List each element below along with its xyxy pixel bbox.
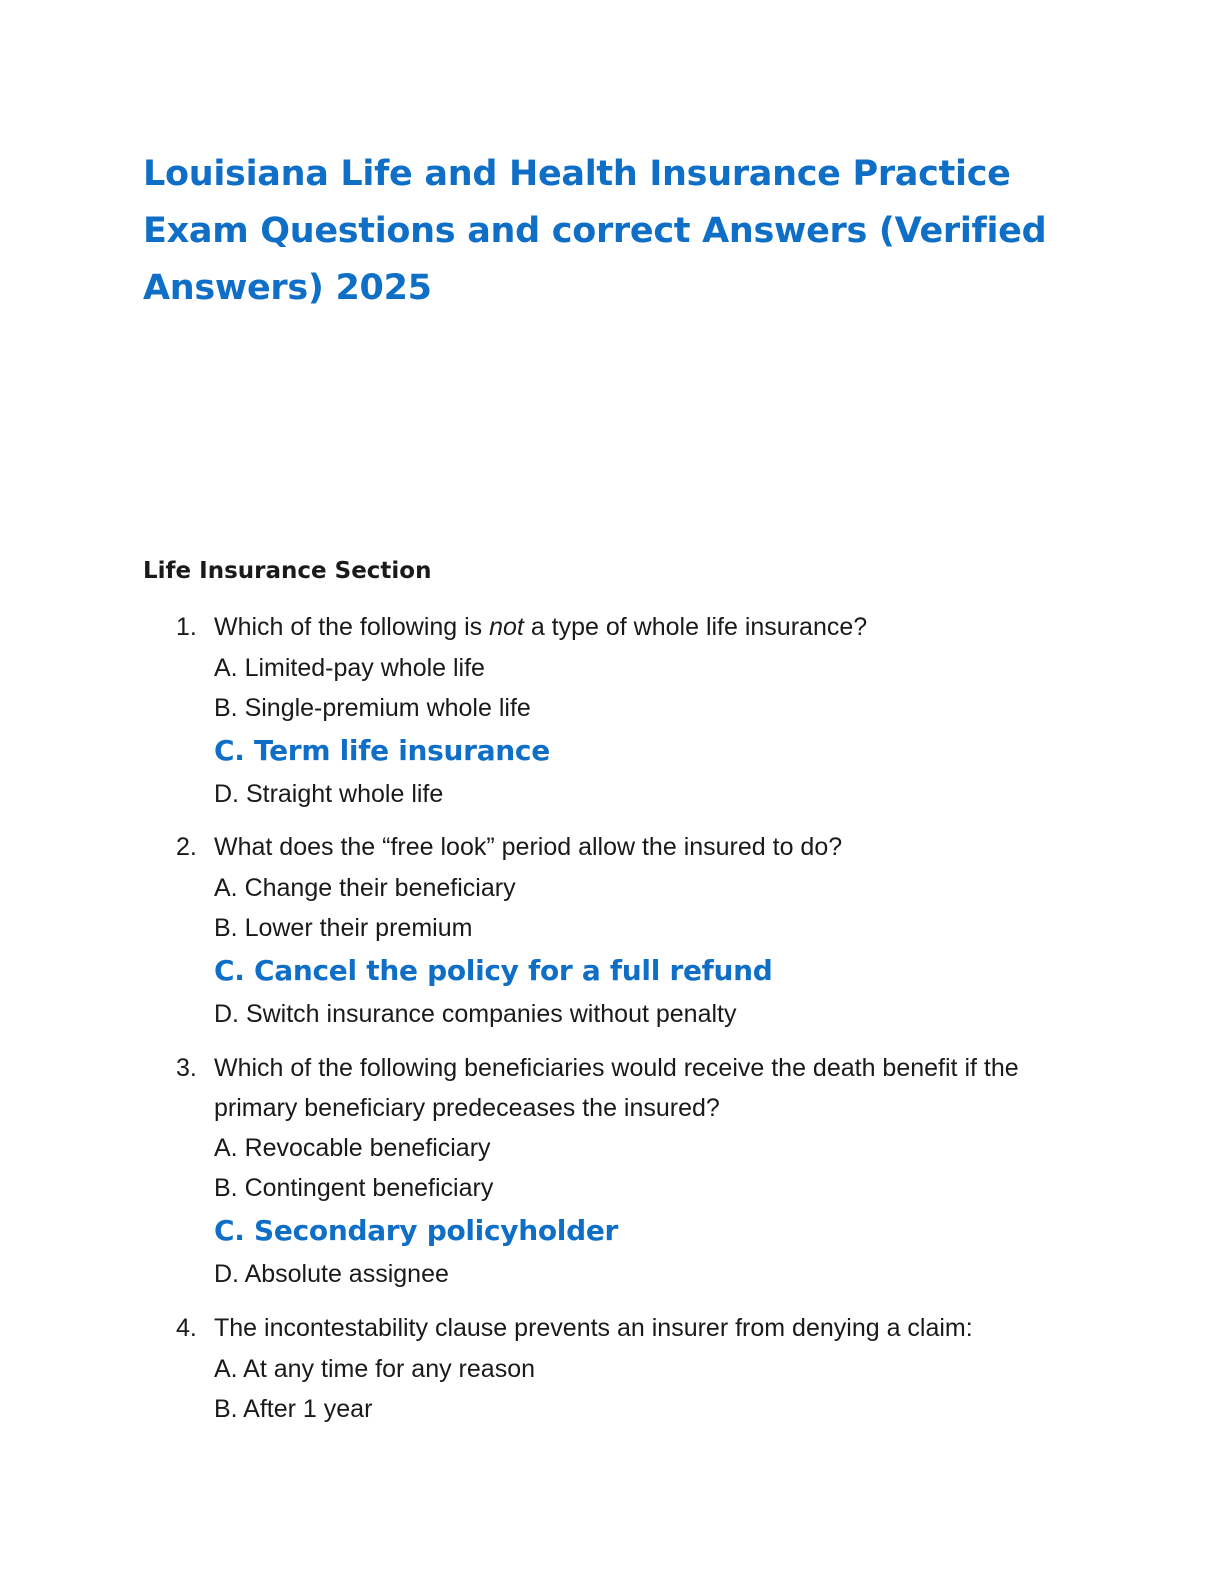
option-b: B. Lower their premium bbox=[214, 913, 473, 942]
option-d: D. Switch insurance companies without penalty bbox=[214, 999, 737, 1028]
question-2-options bbox=[214, 868, 1096, 1034]
question-3-stem bbox=[176, 1049, 1096, 1128]
question-text: What does the “free look” period allow the insured to do? bbox=[214, 833, 843, 861]
question-number: 1. bbox=[176, 613, 197, 641]
page-title: Louisiana Life and Health Insurance Practice Exam Questions and correct Answers (Verified Answers) 2025 bbox=[143, 154, 1047, 308]
question-text: The incontestability clause prevents an insurer from denying a claim: bbox=[214, 1314, 973, 1342]
correct-option-c: C. Secondary policyholder bbox=[214, 1214, 619, 1247]
question-4-stem bbox=[176, 1309, 1096, 1349]
question-number: 2. bbox=[176, 833, 197, 861]
question-3 bbox=[176, 1049, 1096, 1294]
option-a: A. Revocable beneficiary bbox=[214, 1134, 491, 1162]
question-3-options bbox=[214, 1128, 1096, 1294]
question-1-stem bbox=[176, 608, 1096, 648]
option-b: B. After 1 year bbox=[214, 1394, 373, 1423]
question-text: Which of the following is not a type of whole life insurance? bbox=[214, 613, 868, 641]
section-heading: Life Insurance Section bbox=[143, 558, 432, 584]
emphasis-text: not bbox=[489, 613, 524, 641]
correct-option-c: C. Term life insurance bbox=[214, 733, 550, 767]
correct-option-c: C. Cancel the policy for a full refund bbox=[214, 953, 773, 987]
question-2 bbox=[176, 828, 1096, 1034]
question-4-options bbox=[214, 1349, 1096, 1429]
option-a: A. Change their beneficiary bbox=[214, 873, 516, 902]
option-b: B. Single-premium whole life bbox=[214, 693, 531, 722]
option-a: A. Limited-pay whole life bbox=[214, 653, 485, 682]
question-2-stem bbox=[176, 828, 1096, 868]
option-d: D. Absolute assignee bbox=[214, 1260, 449, 1288]
question-1 bbox=[176, 608, 1096, 814]
option-b: B. Contingent beneficiary bbox=[214, 1174, 494, 1202]
question-1-options bbox=[214, 648, 1096, 814]
question-number: 3. bbox=[176, 1054, 197, 1082]
option-a: A. At any time for any reason bbox=[214, 1354, 535, 1383]
question-text: Which of the following beneficiaries would receive the death benefit if the primary beneficiary predeceases the insured? bbox=[214, 1054, 1019, 1122]
option-d: D. Straight whole life bbox=[214, 779, 444, 808]
question-4 bbox=[176, 1309, 1096, 1429]
question-number: 4. bbox=[176, 1314, 197, 1342]
